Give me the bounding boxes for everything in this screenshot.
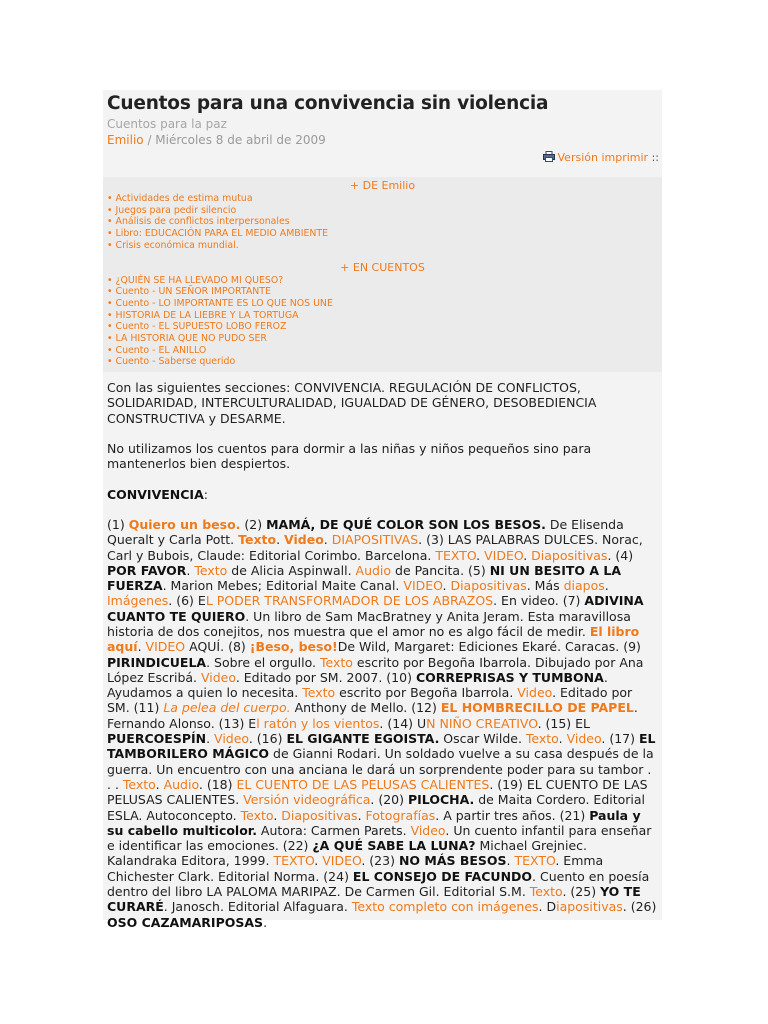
related-item-label: HISTORIA DE LA LIEBRE Y LA TORTUGA bbox=[115, 309, 299, 321]
story-text: . bbox=[476, 547, 485, 563]
related-item-label: LA HISTORIA QUE NO PUDO SER bbox=[115, 333, 267, 345]
story-link[interactable]: l ratón y los vientos bbox=[256, 715, 380, 731]
story-text: . bbox=[442, 578, 451, 594]
story-link[interactable]: VIDEO bbox=[145, 639, 186, 655]
article-body bbox=[103, 372, 662, 930]
related-item[interactable] bbox=[107, 310, 658, 322]
bullet-icon: • bbox=[107, 274, 113, 286]
story-title: OSO CAZAMARIPOSAS bbox=[107, 914, 264, 930]
story-link[interactable]: EL CUENTO DE LAS PELUSAS CALIENTES bbox=[236, 776, 490, 792]
section-colon: : bbox=[203, 486, 208, 502]
related-links-box bbox=[103, 177, 662, 372]
story-text: . (25) bbox=[562, 884, 601, 900]
story-text: (1) bbox=[107, 516, 129, 532]
story-link[interactable]: Diapositivas bbox=[531, 547, 608, 563]
story-text: Oscar Wilde. bbox=[439, 731, 526, 747]
story-link[interactable]: Audio bbox=[355, 562, 392, 578]
bullet-icon: • bbox=[107, 344, 113, 356]
story-link[interactable]: TEXTO bbox=[435, 547, 477, 563]
story-text: . bbox=[155, 776, 164, 792]
bullet-icon: • bbox=[107, 193, 113, 204]
bullet-icon: • bbox=[107, 309, 113, 321]
article-date: Miércoles 8 de abril de 2009 bbox=[155, 133, 326, 147]
story-link[interactable]: Video bbox=[566, 731, 602, 747]
story-text: . bbox=[357, 807, 366, 823]
related-item-label: Cuento - LO IMPORTANTE ES LO QUE NOS UNE bbox=[115, 297, 333, 309]
story-link[interactable]: N NIÑO CREATIVO bbox=[426, 715, 538, 731]
story-link[interactable]: Video bbox=[214, 731, 249, 747]
story-text: De Wild, Margaret: Ediciones Ekaré. Caracas. (9) bbox=[337, 639, 641, 655]
story-link[interactable]: Video bbox=[284, 532, 324, 548]
story-text: . bbox=[186, 562, 195, 578]
related-item-label: Cuento - EL ANILLO bbox=[115, 344, 207, 356]
related-item[interactable] bbox=[107, 193, 658, 205]
story-title: EL GIGANTE EGOISTA. bbox=[286, 731, 440, 747]
story-link[interactable]: Diapositivas bbox=[450, 578, 527, 594]
related-item[interactable] bbox=[107, 298, 658, 310]
story-text: . bbox=[137, 639, 146, 655]
story-title: POR FAVOR bbox=[107, 562, 187, 578]
story-text: (2) bbox=[240, 516, 267, 532]
story-text: . (26) bbox=[622, 899, 657, 915]
story-text: de Maita Cordero. Editorial ESLA. Autoconcepto. bbox=[107, 792, 646, 823]
story-title: NO MÁS BESOS bbox=[398, 853, 507, 869]
intro-paragraph: Con las siguientes secciones: CONVIVENCIA. REGULACIÓN DE CONFLICTOS, SOLIDARIDAD, INTERCULTURALIDAD, IGUALDAD DE GÉNERO, DESOBEDIENCIA CONSTRUCTIVA y DESARME. bbox=[107, 380, 597, 426]
story-link[interactable]: Texto bbox=[194, 562, 228, 578]
story-title: ADIVINA CUANTO TE QUIERO bbox=[107, 593, 644, 624]
related-item[interactable] bbox=[107, 345, 658, 357]
story-link[interactable]: El libro aquí bbox=[107, 624, 640, 655]
section-related-heading[interactable]: + EN CUENTOS bbox=[340, 260, 425, 274]
story-text: de Gianni Rodari. Un soldado vuelve a su casa después de la guerra. Un encuentro con una anciana le dará un sorprendente poder para su tambor . . . bbox=[107, 746, 654, 792]
story-link[interactable]: VIDEO bbox=[484, 547, 524, 563]
related-item[interactable] bbox=[107, 333, 658, 345]
story-link[interactable]: ¡Beso, beso! bbox=[249, 639, 338, 655]
bullet-icon: • bbox=[107, 239, 113, 251]
story-link[interactable]: Texto bbox=[240, 807, 274, 823]
story-text: . (15) EL bbox=[537, 715, 591, 731]
story-title: PIRINDICUELA bbox=[107, 654, 207, 670]
article-subtitle: Cuentos para la paz bbox=[107, 117, 227, 131]
bullet-icon: • bbox=[107, 216, 113, 228]
related-item-label: Libro: EDUCACIÓN PARA EL MEDIO AMBIENTE bbox=[115, 228, 329, 240]
author-related-list bbox=[107, 193, 658, 252]
story-list-paragraph bbox=[107, 517, 658, 930]
article-page bbox=[103, 90, 662, 930]
related-item-label: Cuento - Saberse querido bbox=[115, 356, 236, 368]
related-item[interactable] bbox=[107, 205, 658, 217]
bullet-icon: • bbox=[107, 356, 113, 368]
bullet-icon: • bbox=[107, 333, 113, 345]
related-item[interactable] bbox=[107, 321, 658, 333]
story-link[interactable]: VIDEO bbox=[403, 578, 443, 594]
story-text: . bbox=[206, 731, 215, 747]
related-item[interactable] bbox=[107, 216, 658, 228]
story-text: . Editado por SM. 2007. (10) bbox=[235, 669, 416, 685]
related-item-label: ¿QUIÉN SE HA LLEVADO MI QUESO? bbox=[115, 274, 284, 286]
story-text: . (20) bbox=[370, 792, 408, 808]
story-text: . (16) bbox=[248, 731, 287, 747]
story-text: . bbox=[314, 853, 323, 869]
story-title: Paula y su cabello multicolor. bbox=[107, 807, 641, 838]
related-item[interactable] bbox=[107, 240, 658, 252]
story-text: . Un libro de Sam MacBratney y Anita Jeram. Esta maravillosa historia de dos conejitos, nos muestra que el amor no es algo fácil de medir. bbox=[107, 608, 631, 639]
story-text: De Elisenda Queralt y Carla Pott. bbox=[107, 516, 624, 548]
story-text: . Más bbox=[526, 578, 564, 594]
story-link[interactable]: Versión videográfica bbox=[243, 792, 371, 808]
author-link[interactable]: Emilio bbox=[107, 133, 144, 147]
story-link[interactable]: Fotografías bbox=[365, 807, 436, 823]
story-text: Autora: Carmen Parets. bbox=[256, 822, 411, 838]
story-text: . (23) bbox=[361, 853, 399, 869]
story-text: . bbox=[263, 914, 268, 930]
story-link[interactable]: Audio bbox=[163, 776, 199, 792]
story-text: . D bbox=[538, 899, 557, 915]
story-text: escrito por Begoña Ibarrola. bbox=[335, 685, 518, 701]
story-link[interactable]: VIDEO bbox=[322, 853, 362, 869]
story-link[interactable]: Imágenes bbox=[107, 593, 169, 609]
related-item-label: Cuento - EL SUPUESTO LOBO FEROZ bbox=[115, 321, 287, 333]
story-title: EL TAMBORILERO MÁGICO bbox=[107, 731, 656, 762]
story-text: AQUÍ. (8) bbox=[185, 639, 250, 655]
related-item-label: Cuento - UN SEÑOR IMPORTANTE bbox=[115, 286, 271, 298]
story-text: . (6) E bbox=[168, 593, 206, 609]
story-text: . (19) EL CUENTO DE LAS PELUSAS CALIENTES. bbox=[107, 776, 648, 808]
byline-separator: / bbox=[143, 133, 156, 147]
story-link[interactable]: Diapositivas bbox=[281, 807, 358, 823]
story-text: . bbox=[506, 853, 515, 869]
story-title: EL CONSEJO DE FACUNDO bbox=[352, 868, 533, 884]
bullet-icon: • bbox=[107, 321, 113, 333]
story-link[interactable]: Texto bbox=[529, 884, 563, 900]
story-text: Michael Grejniec. Kalandraka Editora, 1999. bbox=[107, 838, 587, 869]
story-text: . Ayudamos a quien lo necesita. bbox=[107, 669, 608, 701]
print-suffix: :: bbox=[648, 151, 659, 164]
story-text: . bbox=[604, 578, 609, 594]
bullet-icon: • bbox=[107, 297, 113, 309]
story-link[interactable]: Texto bbox=[525, 731, 559, 747]
story-text: de Alicia Aspinwall. bbox=[227, 562, 356, 578]
story-link[interactable]: Video bbox=[201, 669, 236, 685]
story-link[interactable]: Quiero un beso. bbox=[128, 516, 241, 532]
print-row bbox=[107, 151, 662, 165]
story-link[interactable]: DIAPOSITIVAS bbox=[331, 532, 419, 548]
story-text: . bbox=[273, 807, 282, 823]
story-text: . A partir tres años. (21) bbox=[435, 807, 590, 823]
related-item[interactable] bbox=[107, 356, 658, 368]
related-item[interactable] bbox=[107, 228, 658, 240]
bullet-icon: • bbox=[107, 286, 113, 298]
story-text: . Janosch. Editorial Alfaguara. bbox=[163, 899, 352, 915]
related-item[interactable] bbox=[107, 286, 658, 298]
story-link[interactable]: Texto bbox=[319, 654, 353, 670]
story-text: . bbox=[276, 532, 285, 548]
story-title: MAMÁ, DE QUÉ COLOR SON LOS BESOS. bbox=[266, 516, 546, 532]
story-link[interactable]: iapositivas bbox=[556, 899, 623, 915]
story-text: de Pancita. (5) bbox=[391, 562, 490, 578]
author-related-heading[interactable]: + DE Emilio bbox=[349, 179, 416, 192]
story-link[interactable]: EL HOMBRECILLO DE PAPEL bbox=[440, 700, 634, 716]
related-item-label: Juegos para pedir silencio bbox=[115, 204, 237, 216]
story-text: . Marion Mebes; Editorial Maite Canal. bbox=[162, 578, 404, 594]
story-link[interactable]: Texto bbox=[238, 532, 277, 548]
story-text: . Sobre el orgullo. bbox=[206, 654, 320, 670]
story-text: . (17) bbox=[601, 731, 639, 747]
byline bbox=[107, 132, 662, 148]
story-title: ¿A QUÉ SABE LA LUNA? bbox=[312, 838, 476, 854]
section-title: CONVIVENCIA bbox=[107, 486, 204, 502]
bullet-icon: • bbox=[107, 204, 113, 216]
related-item-label: Actividades de estima mutua bbox=[115, 193, 253, 204]
story-link[interactable]: TEXTO bbox=[273, 853, 315, 869]
story-link[interactable]: diapos bbox=[563, 578, 605, 594]
story-text: Anthony de Mello. (12) bbox=[290, 700, 441, 716]
story-text: . Un cuento infantil para enseñar e identificar las emociones. (22) bbox=[107, 822, 652, 854]
purpose-paragraph: No utilizamos los cuentos para dormir a las niñas y niños pequeños sino para mantenerlos bien despiertos. bbox=[107, 441, 592, 472]
story-title: PUERCOESPÍN bbox=[107, 731, 207, 747]
story-link[interactable]: TEXTO bbox=[514, 853, 556, 869]
story-text: escrito por Begoña Ibarrola. Dibujado por Ana López Escribá. bbox=[107, 654, 644, 685]
story-title: NI UN BESITO A LA FUERZA bbox=[107, 562, 622, 594]
story-text: . bbox=[523, 547, 532, 563]
print-version-link[interactable]: Versión imprimir bbox=[557, 151, 649, 164]
story-text: . Fernando Alonso. (13) E bbox=[107, 700, 638, 731]
story-text: . Cuento en poesía dentro del libro LA PALOMA MARIPAZ. De Carmen Gil. Editorial S.M. bbox=[107, 868, 650, 900]
bullet-icon: • bbox=[107, 228, 113, 240]
story-link[interactable]: Video bbox=[410, 822, 446, 838]
page-title: Cuentos para una convivencia sin violencia bbox=[107, 93, 549, 114]
story-text: . bbox=[558, 731, 567, 747]
story-text: . (18) bbox=[198, 776, 237, 792]
related-item-label: Crisis económica mundial. bbox=[115, 239, 239, 251]
story-text: . Editado por SM. (11) bbox=[107, 685, 633, 716]
article-header bbox=[103, 90, 662, 165]
story-link[interactable]: Texto completo con imágenes bbox=[351, 899, 539, 915]
printer-icon[interactable] bbox=[543, 151, 555, 162]
related-item-label: Análisis de conflictos interpersonales bbox=[115, 216, 290, 228]
related-item[interactable] bbox=[107, 275, 658, 287]
story-link[interactable]: La pelea del cuerpo. bbox=[163, 700, 291, 716]
story-link[interactable]: Texto bbox=[122, 776, 156, 792]
section-related-list bbox=[107, 275, 658, 369]
story-text: . (3) LAS PALABRAS DULCES. Norac, Carl y Bubois, Claude: Editorial Corimbo. Barcelona. bbox=[107, 532, 643, 563]
story-text: . bbox=[323, 532, 332, 548]
story-title: CORREPRISAS Y TUMBONA bbox=[415, 669, 604, 685]
story-title: PILOCHA. bbox=[407, 792, 475, 808]
story-text: . (4) bbox=[607, 547, 634, 563]
story-title: YO TE CURARÉ bbox=[107, 884, 641, 915]
story-text: . Emma Chichester Clark. Editorial Norma. (24) bbox=[107, 853, 604, 884]
story-text: . En video. (7) bbox=[493, 593, 585, 609]
story-text: . (14) U bbox=[379, 715, 427, 731]
story-link[interactable]: Texto bbox=[302, 685, 336, 701]
story-link[interactable]: L PODER TRANSFORMADOR DE LOS ABRAZOS bbox=[205, 593, 494, 609]
story-link[interactable]: Video bbox=[517, 685, 553, 701]
section-heading-paragraph bbox=[107, 487, 658, 502]
